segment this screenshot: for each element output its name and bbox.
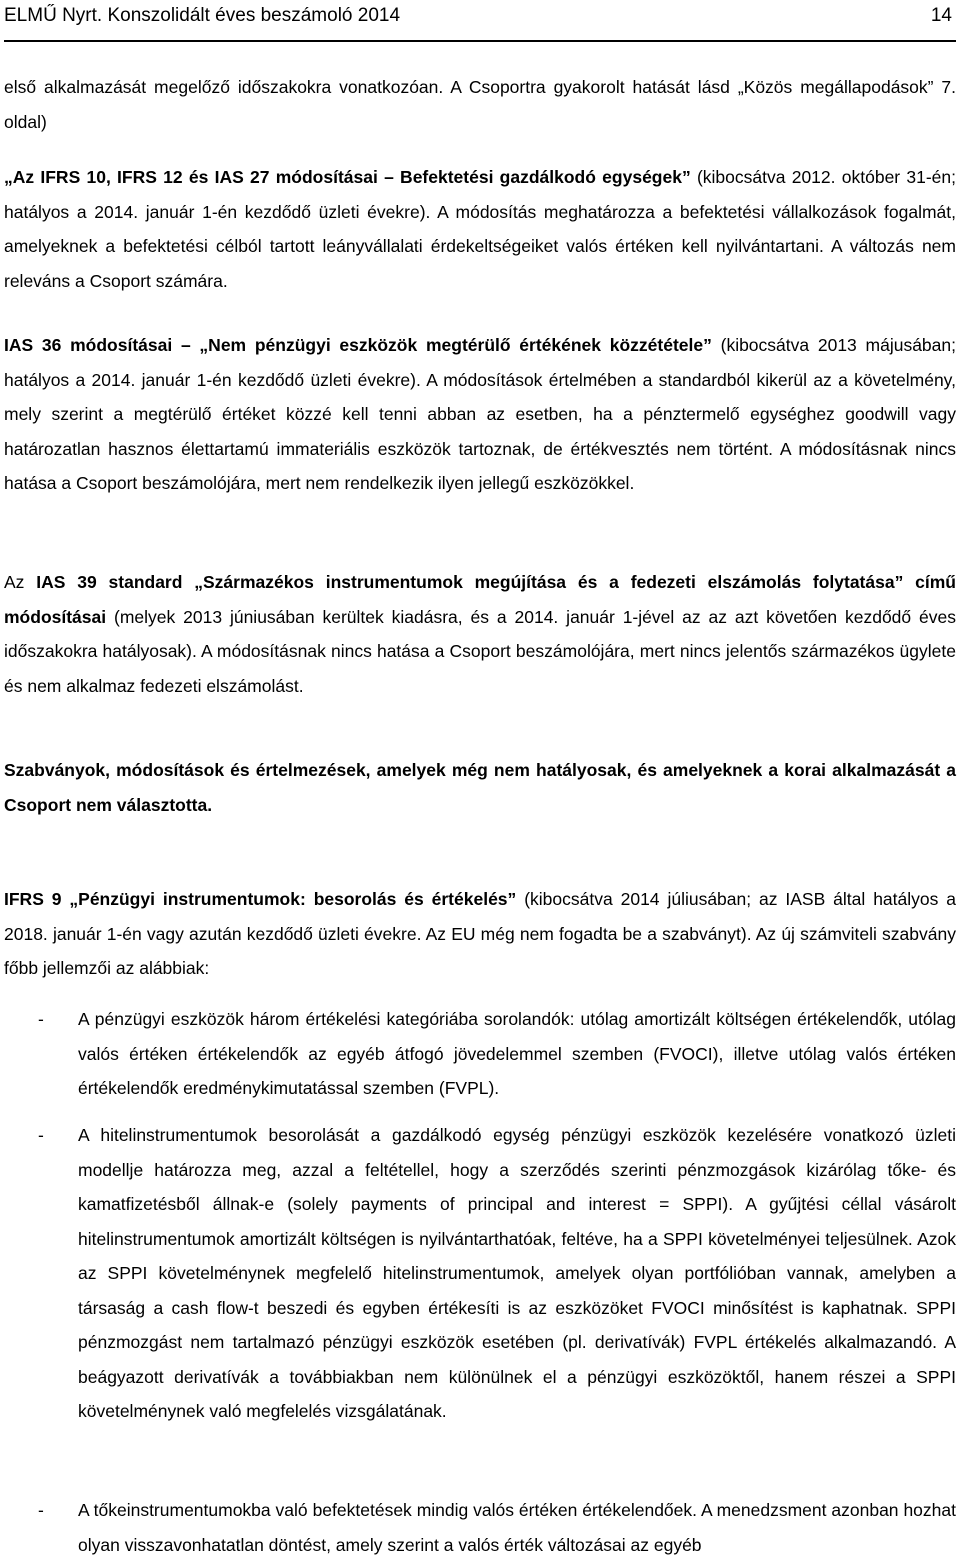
page-header bbox=[4, 0, 956, 42]
section-heading bbox=[4, 753, 956, 823]
paragraph-bold-title: IAS 36 módosításai – „Nem pénzügyi eszközök megtérülő értékének közzététele” bbox=[4, 335, 712, 355]
list-item-text: A pénzügyi eszközök három értékelési kategóriába sorolandók: utólag amortizált költségen értékelendők, utólag valós értéken értékelendők az egyéb átfogó jövedelemmel szemben (FVOCI), illetve utólag valós értéken értékelendők eredménykimutatással szemben (FVPL). bbox=[78, 1009, 956, 1098]
paragraph-text: (melyek 2013 júniusában kerültek kiadásra, és a 2014. január 1-jével az az azt követően kezdődő éves időszakokra hatályosak). A módosításnak nincs hatása a Csoport beszámolójára, mert nincs jelentős származékos ügylete és nem alkalmaz fedezeti elszámolást. bbox=[4, 606, 956, 696]
paragraph-prefix: Az bbox=[4, 572, 37, 592]
paragraph-ias36-amendments bbox=[4, 328, 956, 501]
list-item-text: A hitelinstrumentumok besorolását a gazdálkodó egység pénzügyi eszközök kezelésére vonatkozó üzleti modellje határozza meg, azzal a feltétellel, hogy a szerződés szerinti pénzmozgások kizárólag tőke- és kamatfizetésből állnak-e (solely payments of principal and interest = SPPI). A gyűjtési céllal vásárolt hitelinstrumentumok amortizált költségen is nyilvántarthatóak, feltéve, ha a SPPI követelményei teljesülnek. Azok az SPPI követelménynek megfelelő hitelinstrumentumok, amelyek olyan portfólióban vannak, amelyben a társaság a cash flow-t beszedi és egyben értékesíti is az eszközöket FVOCI minősítést is kaphatnak. SPPI pénzmozgást nem tartalmazó pénzügyi eszközök esetében (pl. derivatívák) FVPL értékelés alkalmazandó. A beágyazott derivatívák a továbbiakban nem különülnek el a pénzügyi eszközöktől, hanem részei a SPPI követelménynek való megfelelés vizsgálatának. bbox=[78, 1125, 956, 1421]
paragraph-text: első alkalmazását megelőző időszakokra vonatkozóan. A Csoportra gyakorolt hatását lásd „Közös megállapodások” 7. oldal) bbox=[4, 77, 956, 132]
list-bullet: - bbox=[38, 1009, 44, 1029]
paragraph-intro-continuation bbox=[4, 70, 956, 139]
paragraph-bold-title: IFRS 9 „Pénzügyi instrumentumok: besorolás és értékelés” bbox=[4, 889, 517, 909]
list-bullet: - bbox=[38, 1125, 44, 1145]
paragraph-bold-title: IAS 39 standard „Származékos instrumentumok megújítása és a fedezeti elszámolás folytatása” című módosításai bbox=[4, 572, 956, 627]
paragraph-bold-title: „Az IFRS 10, IFRS 12 és IAS 27 módosításai – Befektetési gazdálkodó egységek” bbox=[4, 167, 691, 187]
paragraph-ifrs9 bbox=[4, 882, 956, 986]
paragraph-ifrs10-amendments bbox=[4, 160, 956, 298]
page-number: 14 bbox=[930, 5, 952, 26]
list-bullet: - bbox=[38, 1500, 44, 1520]
paragraph-text: (kibocsátva 2013 májusában; hatályos a 2014. január 1-én kezdődő üzleti évekre). A módosítások értelmében a standardból kikerül az a követelmény, mely szerint a megtérülő értéket közzé kell tenni abban az esetben, ha a pénztermelő egységhez goodwill vagy határozatlan hasznos élettartamú immateriális eszközök tartoznak, de értékvesztés nem történt. A módosításnak nincs hatása a Csoport beszámolójára, mert nem rendelkezik ilyen jellegű eszközökkel. bbox=[4, 335, 956, 493]
report-title: ELMŰ Nyrt. Konszolidált éves beszámoló 2014 bbox=[4, 5, 401, 26]
paragraph-text: (kibocsátva 2012. október 31-én; hatályos a 2014. január 1-én kezdődő üzleti évekre). A módosítás meghatározza a befektetési vállalkozások fogalmát, amelyeknek a befektetési célból tartott leányvállalati érdekeltségeiket valós értéken kell nyilvántartani. A változás nem releváns a Csoport számára. bbox=[4, 167, 956, 291]
paragraph-text: (kibocsátva 2014 júliusában; az IASB által hatályos a 2018. január 1-én vagy azután kezdődő üzleti évekre. Az EU még nem fogadta be a szabványt). Az új számviteli szabvány főbb jellemzői az alábbiak: bbox=[4, 889, 957, 978]
list-item-text: A tőkeinstrumentumokba való befektetések mindig valós értéken értékelendőek. A menedzsment azonban hozhat olyan visszavonhatatlan döntést, amely szerint a valós érték változásai az egyéb bbox=[78, 1500, 956, 1555]
section-heading-text: Szabványok, módosítások és értelmezések, amelyek még nem hatályosak, és amelyeknek a korai alkalmazását a Csoport nem választotta. bbox=[4, 760, 956, 815]
paragraph-ias39-amendments bbox=[4, 565, 956, 703]
